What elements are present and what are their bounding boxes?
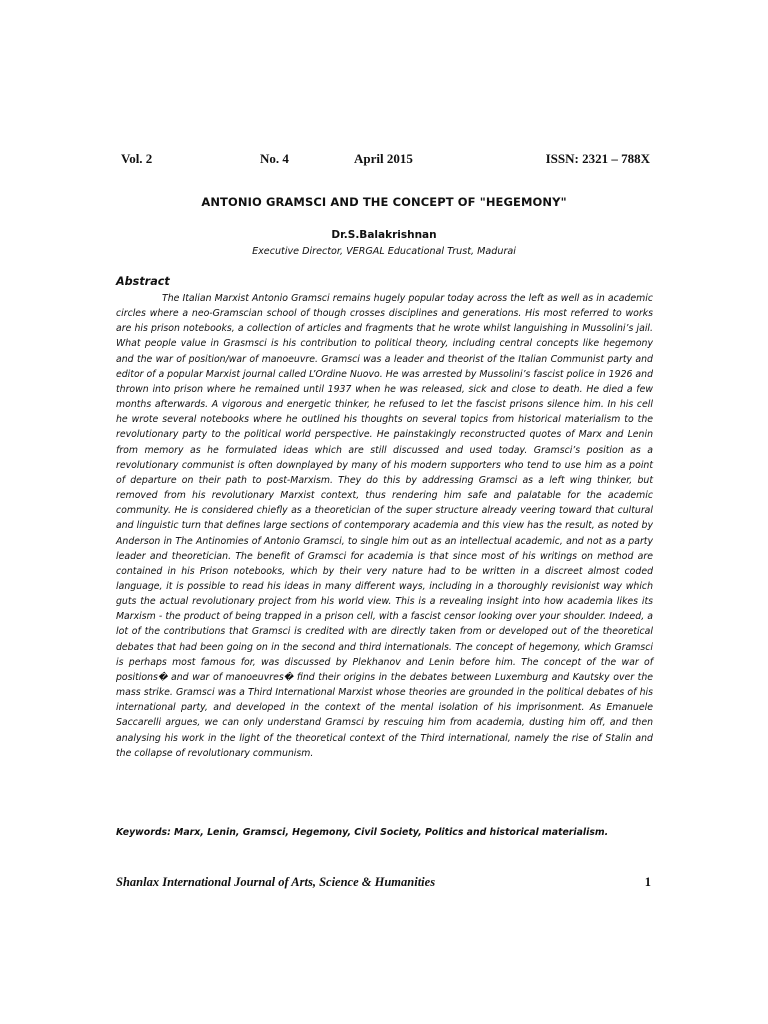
author-name: Dr.S.Balakrishnan [331, 229, 437, 241]
abstract-heading: Abstract [116, 275, 170, 288]
issue-date-label: April 2015 [354, 151, 413, 166]
keywords-line: Keywords: Marx, Lenin, Gramsci, Hegemony, Civil Society, Politics and historical materialism. [116, 827, 609, 838]
volume-label: Vol. 2 [121, 151, 153, 166]
paper-title: ANTONIO GRAMSCI AND THE CONCEPT OF "HEGEMONY" [201, 195, 567, 209]
issn-label: ISSN: 2321 – 788X [545, 151, 650, 166]
journal-header [121, 151, 650, 169]
issue-number-label: No. 4 [260, 151, 289, 166]
footer-journal-name: Shanlax International Journal of Arts, Science & Humanities [116, 875, 436, 889]
author-affiliation: Executive Director, VERGAL Educational Trust, Madurai [252, 246, 516, 257]
abstract-body: The Italian Marxist Antonio Gramsci remains hugely popular today across the left as well as in academic circles where a neo-Gramscian school of though crosses disciplines and generations. His most referred to works are his prison notebooks, a collection of articles and fragments that he wrote whilst languishing in Mussolini’s jail. What people value in Grasmsci is his contribution to political theory, including central concepts like hegemony and the war of position/war of manoeuvre. Gramsci was a leader and theorist of the Italian Communist party and editor of a popular Marxist journal called L’Ordine Nuovo. He was arrested by Mussolini’s fascist police in 1926 and thrown into prison where he remained until 1937 when he was released, sick and close to death. He died a few months afterwards. A vigorous and energetic thinker, he refused to let the fascist prisons silence him. In his cell he wrote several notebooks where he outlined his thoughts on several topics from historical materialism to the revolutionary party to the political world perspective. He painstakingly reconstructed quotes of Marx and Lenin from memory as he formulated ideas which are still discussed and used today. Gramsci’s position as a revolutionary communist is often downplayed by many of his modern supporters who tend to use him as a point of departure on their path to post-Marxism. They do this by addressing Gramsci as a left wing thinker, but removed from his revolutionary Marxist context, thus rendering him safe and palatable for the academic community. He is considered chiefly as a theoretician of the super structure already veering toward that cultural and linguistic turn that defines large sections of contemporary academia and this view has the result, as noted by Anderson in The Antinomies of Antonio Gramsci, to single him out as an intellectual academic, and not as a party leader and theoretician. The benefit of Gramsci for academia is that since most of his writings on method are contained in his Prison notebooks, which by their very nature had to be written in a discreet almost coded language, it is possible to read his ideas in many different ways, including in a thoroughly revisionist way which guts the actual revolutionary project from his world view. This is a revealing insight into how academia likes its Marxism - the product of being trapped in a prison cell, with a fascist censor looking over your shoulder. Indeed, a lot of the contributions that Gramsci is credited with are directly taken from or developed out of the theoretical debates that had been going on in the second and third internationals. The concept of hegemony, which Gramsci is perhaps most famous for, was discussed by Plekhanov and Lenin before him. The concept of the war of positions� and war of manoeuvres� find their origins in the debates between Luxemburg and Kautsky over the mass strike. Gramsci was a Third International Marxist whose theories are grounded in the political debates of his international party, and developed in the context of the mental isolation of his imprisonment. As Emanuele Saccarelli argues, we can only understand Gramsci by rescuing him from academia, dusting him off, and then analysing his work in the light of the theoretical context of the Third international, namely the rise of Stalin and the collapse of revolutionary communism. [116, 293, 654, 759]
page-number: 1 [644, 875, 651, 889]
page-footer [116, 875, 651, 893]
